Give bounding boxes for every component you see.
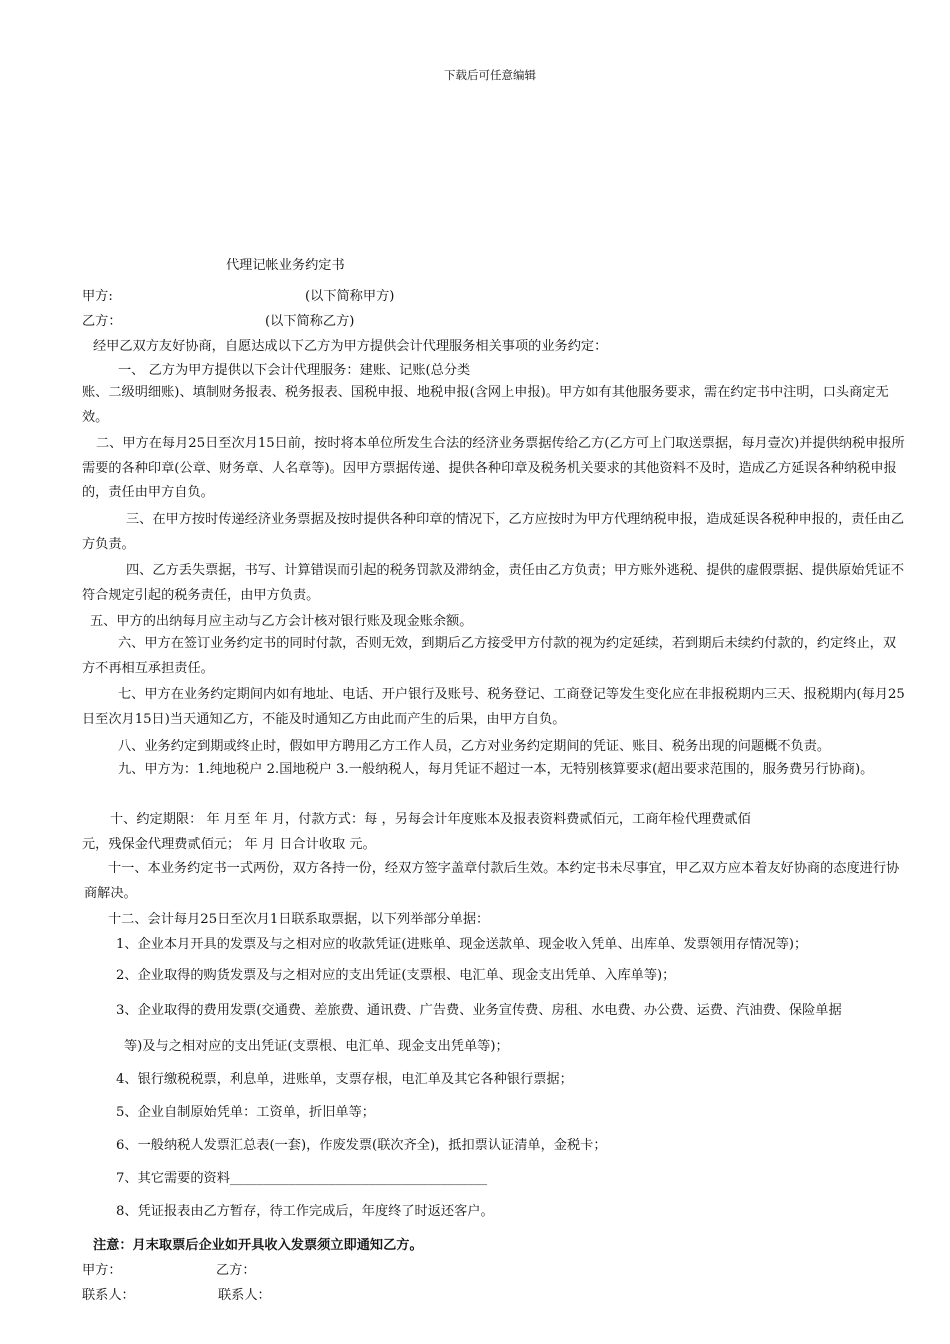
clause-6: 六、甲方在签订业务约定书的同时付款，否则无效，到期后乙方接受甲方付款的视为约定延续，若到期后未续约付款的，约定终止，双方不再相互承担责任。	[82, 636, 897, 676]
clause-1-line-1: 一、 乙方为甲方提供以下会计代理服务：建账、记账(总分类	[118, 363, 471, 378]
party-b-label: 乙方：	[82, 314, 122, 329]
clause-4: 四、乙方丢失票据，书写、计算错误而引起的税务罚款及滞纳金，责任由乙方负责；甲方账外逃税、提供的虚假票据、提供原始凭证不符合规定引起的税务责任，由甲方负责。	[82, 563, 905, 603]
signature-party-a: 甲方：	[82, 1263, 122, 1278]
clause-8: 八、业务约定到期或终止时，假如甲方聘用乙方工作人员，乙方对业务约定期间的凭证、账目、税务出现的问题概不负责。	[118, 739, 831, 754]
intro-paragraph: 经甲乙双方友好协商，自愿达成以下乙方为甲方提供会计代理服务相关事项的业务约定：	[93, 339, 608, 354]
header-note: 下载后可任意编辑	[444, 68, 536, 82]
clause-10-line-1: 十、约定期限： 年 月至 年 月，付款方式：每 ，另每会计年度账本及报表资料费贰佰元，工商年检代理费贰佰	[110, 812, 751, 827]
clause-11: 十一、本业务约定书一式两份，双方各持一份，经双方签字盖章付款后生效。本约定书未尽事宜，甲乙双方应本着友好协商的态度进行协商解决。	[84, 861, 900, 901]
clause-1-line-2: 账、二级明细账)、填制财务报表、税务报表、国税申报、地税申报(含网上申报)。甲方如有其他服务要求，需在约定书中注明，口头商定无效。	[82, 385, 889, 425]
clause-3: 三、在甲方按时传递经济业务票据及按时提供各种印章的情况下，乙方应按时为甲方代理纳税申报，造成延误各税种申报的，责任由乙方负责。	[82, 512, 905, 552]
receipt-item-7: 7、其它需要的资料_______________________________________	[116, 1171, 488, 1186]
receipt-item-8: 8、凭证报表由乙方暂存，待工作完成后，年度终了时返还客户。	[116, 1204, 494, 1219]
clause-9: 九、甲方为：1.纯地税户 2.国地税户 3.一般纳税人，每月凭证不超过一本，无特别核算要求(超出要求范围的，服务费另行协商)。	[118, 762, 874, 777]
receipt-item-5: 5、企业自制原始凭单：工资单，折旧单等；	[116, 1105, 375, 1120]
receipt-item-4: 4、银行缴税税票，利息单，进账单，支票存根，电汇单及其它各种银行票据；	[116, 1072, 573, 1087]
clause-2: 二、甲方在每月25日至次月15日前，按时将本单位所发生合法的经济业务票据传给乙方(乙方可上门取送票据，每月壹次)并提供纳税申报所需要的各种印章(公章、财务章、人名章等)。因甲方票据传递、提供各种印章及税务机关要求的其他资料不及时，造成乙方延误各种纳税申报的，责任由甲方自负。	[82, 436, 905, 500]
receipt-item-1: 1、企业本月开具的发票及与之相对应的收款凭证(进账单、现金送款单、现金收入凭单、出库单、发票领用存情况等)；	[116, 937, 808, 952]
receipt-item-3-line-2: 等)及与之相对应的支出凭证(支票根、电汇单、现金支出凭单等)；	[124, 1039, 509, 1054]
document-title: 代理记帐业务约定书	[226, 258, 345, 273]
signature-party-b: 乙方：	[216, 1263, 256, 1278]
clause-5: 五、甲方的出纳每月应主动与乙方会计核对银行账及现金账余额。	[90, 614, 473, 629]
contact-party-a: 联系人：	[82, 1288, 135, 1303]
party-b-abbrev: (以下简称乙方)	[265, 314, 355, 329]
clause-7: 七、甲方在业务约定期间内如有地址、电话、开户银行及账号、税务登记、工商登记等发生变化应在非报税期内三天、报税期内(每月25日至次月15日)当天通知乙方，不能及时通知乙方由此而产生的后果，由甲方自负。	[82, 687, 905, 727]
receipt-item-2: 2、企业取得的购货发票及与之相对应的支出凭证(支票根、电汇单、现金支出凭单、入库单等)；	[116, 968, 676, 983]
party-a-label: 甲方:	[82, 289, 113, 304]
notice-text: 注意：月末取票后企业如开具收入发票须立即通知乙方。	[93, 1238, 423, 1253]
receipt-item-6: 6、一般纳税人发票汇总表(一套)，作废发票(联次齐全)，抵扣票认证清单，金税卡；	[116, 1138, 607, 1153]
party-a-abbrev: (以下简称甲方)	[305, 289, 395, 304]
clause-12: 十二、会计每月25日至次月1日联系取票据，以下列举部分单据：	[108, 912, 490, 927]
contact-party-b: 联系人：	[218, 1288, 271, 1303]
receipt-item-3-line-1: 3、企业取得的费用发票(交通费、差旅费、通讯费、广告费、业务宣传费、房租、水电费、办公费、运费、汽油费、保险单据	[116, 1003, 842, 1018]
clause-10-line-2: 元，残保金代理费贰佰元； 年 月 日合计收取 元。	[82, 837, 376, 852]
